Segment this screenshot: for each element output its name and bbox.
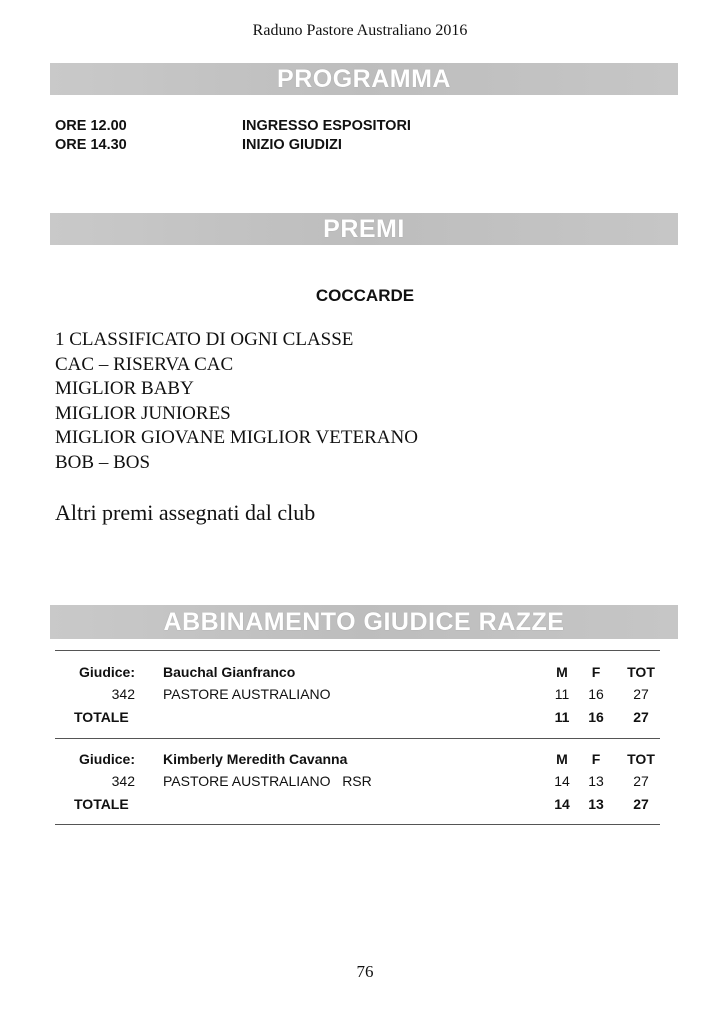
abbinamento-banner xyxy=(50,605,678,639)
total-f: 16 xyxy=(588,709,604,725)
col-f-header: F xyxy=(591,751,601,767)
prize-item: MIGLIOR GIOVANE MIGLIOR VETERANO xyxy=(55,427,418,448)
total-row xyxy=(55,796,660,816)
breed-row xyxy=(55,773,660,793)
total-tot: 27 xyxy=(633,796,649,812)
col-tot-header: TOT xyxy=(627,751,655,767)
prize-item: 1 CLASSIFICATO DI OGNI CLASSE xyxy=(55,329,354,350)
schedule-event: INGRESSO ESPOSITORI xyxy=(242,118,411,134)
col-m-header: M xyxy=(556,664,568,680)
judge-name: Bauchal Gianfranco xyxy=(163,664,296,680)
table-bottom-rule xyxy=(55,824,660,825)
prize-item: BOB – BOS xyxy=(55,451,151,473)
breed-code: 342 xyxy=(111,773,135,789)
schedule-times xyxy=(55,117,127,155)
total-row xyxy=(55,709,660,729)
breed-row xyxy=(55,686,660,706)
coccarde-heading: COCCARDE xyxy=(315,286,415,305)
col-f-header: F xyxy=(591,664,601,680)
table-mid-rule xyxy=(55,738,660,739)
schedule-time: ORE 12.00 xyxy=(55,118,127,134)
programma-title: PROGRAMMA xyxy=(277,64,451,93)
prize-item: CAC – RISERVA CAC xyxy=(55,353,234,375)
judge-label: Giudice: xyxy=(78,751,135,767)
programma-banner xyxy=(50,63,678,95)
table-top-rule xyxy=(55,650,660,651)
total-m: 11 xyxy=(554,709,570,725)
prize-list xyxy=(55,328,418,475)
judge-header-row xyxy=(55,664,660,684)
total-label: TOTALE xyxy=(74,796,129,812)
breed-name: PASTORE AUSTRALIANO RSR xyxy=(163,773,372,789)
running-head: Raduno Pastore Australiano 2016 xyxy=(252,22,468,39)
total-label: TOTALE xyxy=(74,709,129,725)
total-f: 13 xyxy=(588,796,604,812)
schedule-events xyxy=(242,117,411,155)
premi-title: PREMI xyxy=(323,214,405,243)
schedule-event: INIZIO GIUDIZI xyxy=(242,137,342,153)
premi-banner xyxy=(50,213,678,245)
breed-f: 16 xyxy=(588,686,604,702)
breed-name: PASTORE AUSTRALIANO xyxy=(163,686,331,702)
other-prizes-note: Altri premi assegnati dal club xyxy=(55,500,316,525)
prize-item: MIGLIOR JUNIORES xyxy=(55,402,231,424)
breed-code: 342 xyxy=(111,686,135,702)
judge-name: Kimberly Meredith Cavanna xyxy=(163,751,348,767)
col-m-header: M xyxy=(556,751,568,767)
page-number: 76 xyxy=(356,962,374,981)
total-m: 14 xyxy=(554,796,570,812)
abbinamento-title: ABBINAMENTO GIUDICE RAZZE xyxy=(163,607,565,636)
breed-f: 13 xyxy=(588,773,604,789)
breed-tot: 27 xyxy=(633,773,649,789)
breed-m: 11 xyxy=(554,686,570,702)
schedule-time: ORE 14.30 xyxy=(55,137,127,153)
judge-header-row xyxy=(55,751,660,771)
prize-item: MIGLIOR BABY xyxy=(55,378,194,399)
breed-tot: 27 xyxy=(633,686,649,702)
col-tot-header: TOT xyxy=(627,664,655,680)
total-tot: 27 xyxy=(633,709,649,725)
judge-label: Giudice: xyxy=(78,664,135,680)
breed-m: 14 xyxy=(554,773,570,789)
